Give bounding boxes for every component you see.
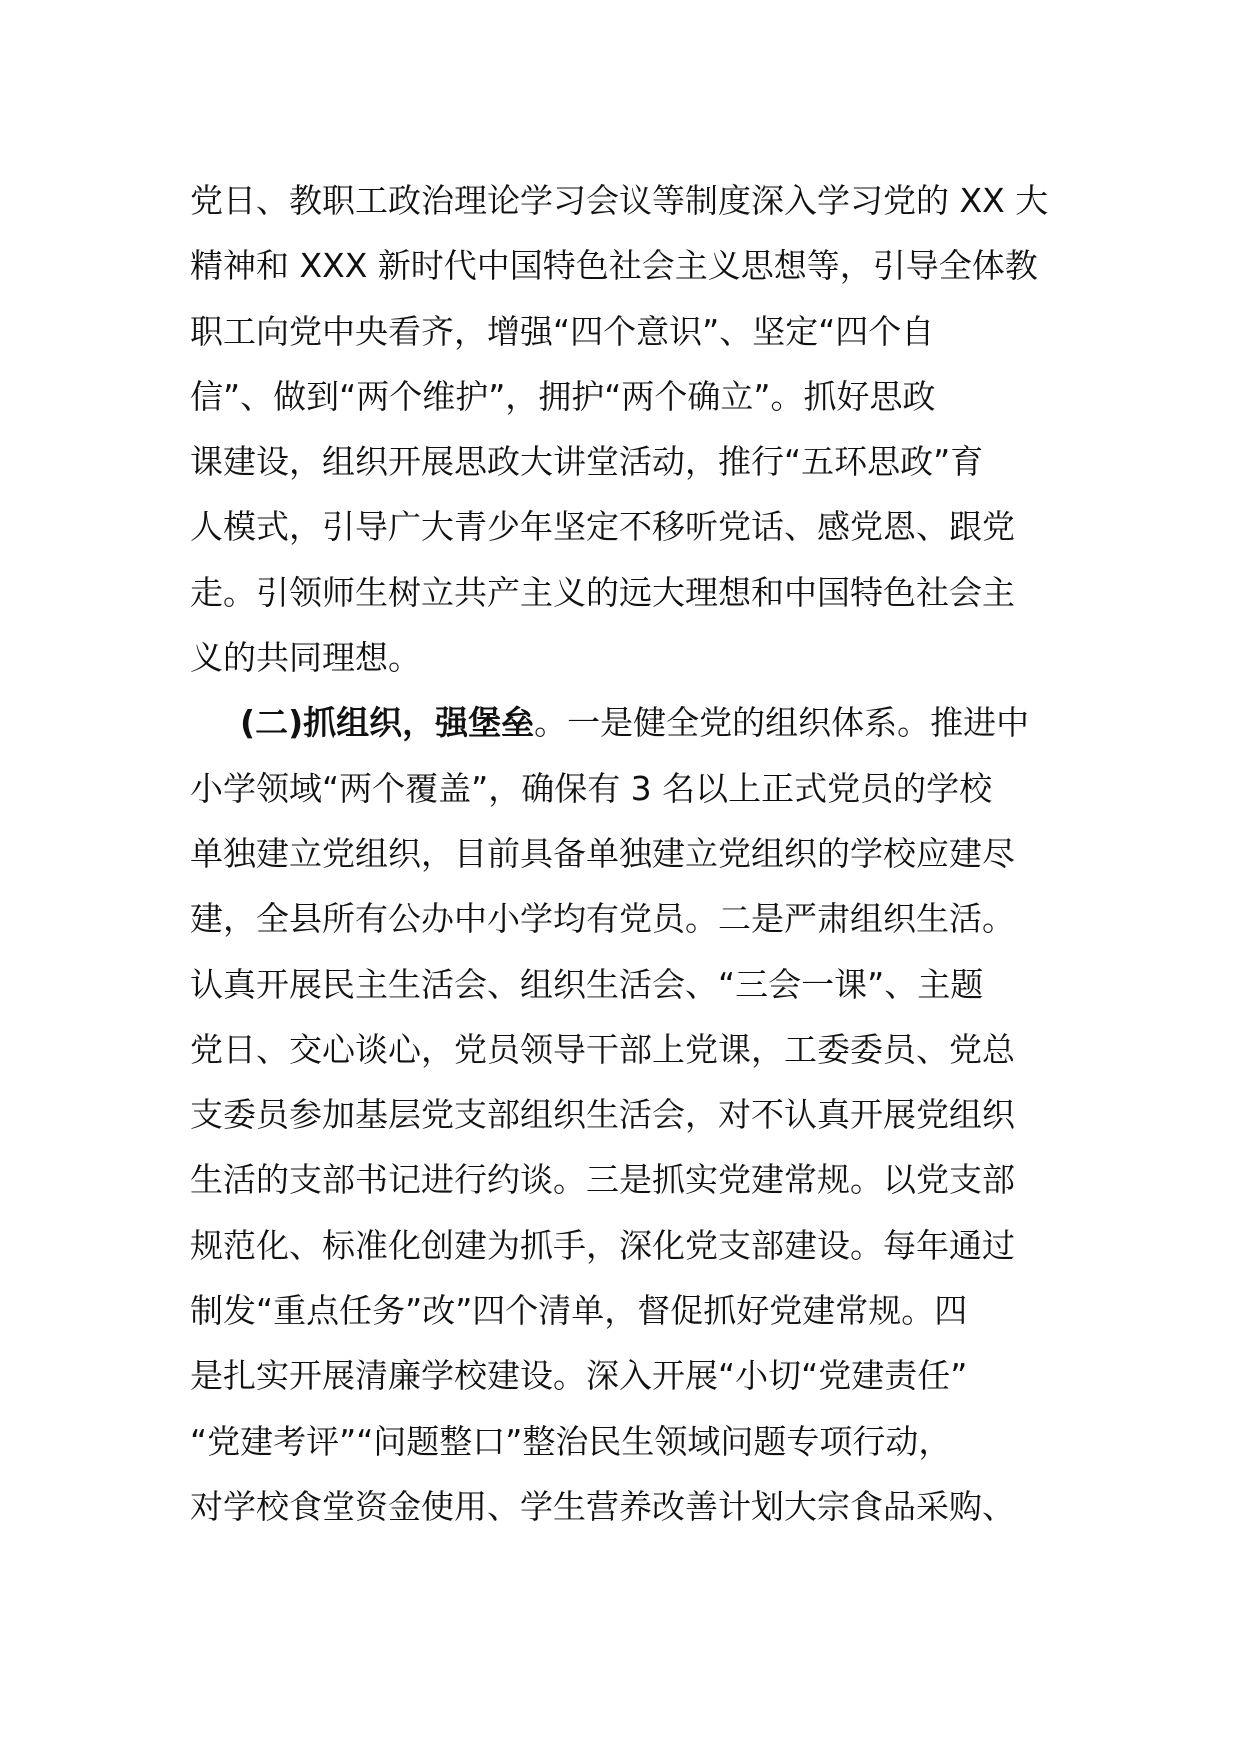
text-line: “党建考评”“问题整口”整治民生领域问题专项行动， bbox=[190, 1421, 952, 1461]
text-line: 对学校食堂资金使用、学生营养改善计划大宗食品采购、 bbox=[190, 1486, 1015, 1526]
section-heading: (二)抓组织，强堡垒 bbox=[240, 703, 535, 743]
section-heading-line bbox=[190, 690, 1070, 755]
text-line: 义的共同理想。 bbox=[190, 638, 421, 678]
text-line: 党日、教职工政治理论学习会议等制度深入学习党的 XX 大 bbox=[190, 181, 1049, 220]
text-line: 信”、做到“两个维护”，拥护“两个确立”。抓好思政 bbox=[190, 376, 936, 416]
section-heading-rest: 。一是健全党的组织体系。推进中 bbox=[534, 703, 1030, 743]
text-line: 认真开展民主生活会、组织生活会、“三会一课”、主题 bbox=[190, 964, 984, 1004]
body-text bbox=[190, 168, 1070, 1539]
text-line: 建，全县所有公办中小学均有党员。二是严肃组织生活。 bbox=[190, 899, 1015, 939]
text-line: 课建设，组织开展思政大讲堂活动，推行“五环思政”育 bbox=[190, 442, 984, 482]
text-line: 单独建立党组织，目前具备单独建立党组织的学校应建尽 bbox=[190, 833, 1015, 873]
text-line: 支委员参加基层党支部组织生活会，对不认真开展党组织 bbox=[190, 1095, 1015, 1135]
text-line: 人模式，引导广大青少年坚定不移听党话、感党恩、跟党 bbox=[190, 507, 1015, 547]
text-line: 是扎实开展清廉学校建设。深入开展“小切“党建责任” bbox=[190, 1356, 968, 1396]
text-line: 小学领域“两个覆盖”，确保有 3 名以上正式党员的学校 bbox=[190, 768, 993, 808]
text-line: 规范化、标准化创建为抓手，深化党支部建设。每年通过 bbox=[190, 1225, 1015, 1265]
text-line: 生活的支部书记进行约谈。三是抓实党建常规。以党支部 bbox=[190, 1160, 1015, 1200]
text-line: 走。引领师生树立共产主义的远大理想和中国特色社会主 bbox=[190, 572, 1015, 612]
text-line: 职工向党中央看齐，增强“四个意识”、坚定“四个自 bbox=[190, 311, 935, 351]
text-line: 精神和 XXX 新时代中国特色社会主义思想等，引导全体教 bbox=[190, 246, 1038, 286]
text-line: 制发“重点任务”改”四个清单，督促抓好党建常规。四 bbox=[190, 1291, 968, 1331]
text-line: 党日、交心谈心，党员领导干部上党课，工委委员、党总 bbox=[190, 1029, 1015, 1069]
